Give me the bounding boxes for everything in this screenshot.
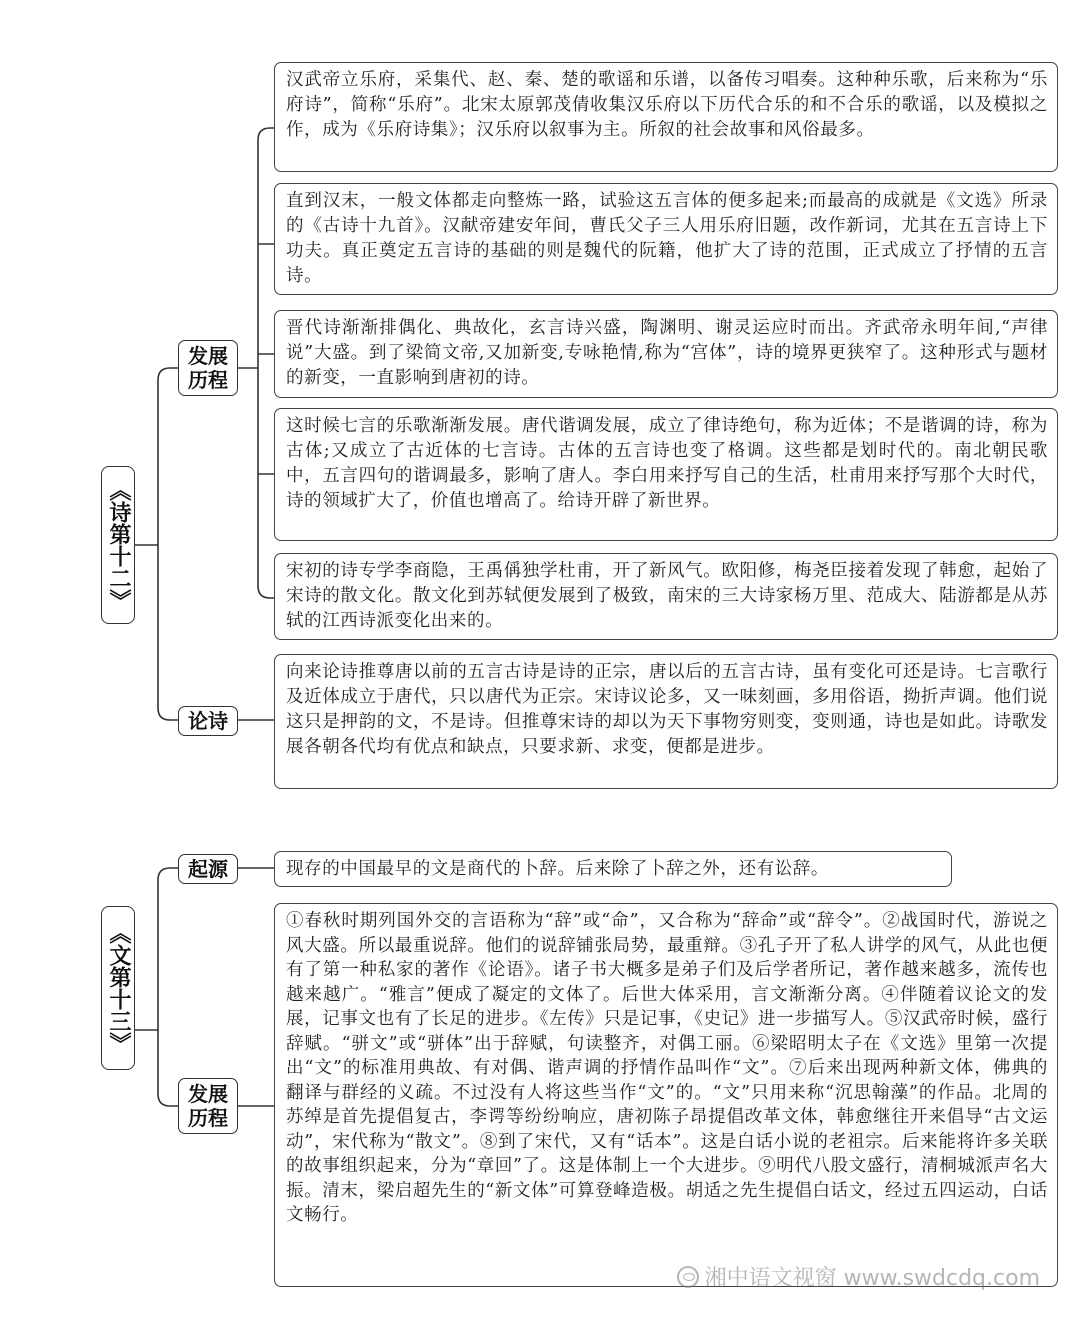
root-node-poetry bbox=[101, 466, 135, 624]
leaf-poetry-criticism bbox=[274, 654, 1058, 789]
watermark bbox=[677, 1261, 1040, 1292]
leaf-poetry-yuefu bbox=[274, 62, 1058, 172]
connector-root1-branches bbox=[158, 368, 178, 720]
leaf-text: 这时候七言的乐歌渐渐发展。唐代谐调发展，成立了律诗绝句，称为近体；不是谐调的诗，称为古体;又成立了古近体的七言诗。古体的五言诗也变了格调。这些都是划时代的。南北朝民歌中，五言四句的谐调最多，影响了唐人。李白用来抒写自己的生活，杜甫用来抒写那个大时代，诗的领域扩大了，价值也增高了。给诗开辟了新世界。 bbox=[286, 416, 1048, 511]
leaf-text: 宋初的诗专学李商隐，王禹偁独学杜甫，开了新风气。欧阳修，梅尧臣接着发现了韩愈，起始了宋诗的散文化。散文化到苏轼便发展到了极致，南宋的三大诗家杨万里、范成大、陆游都是从苏轼的江西诗派变化出来的。 bbox=[286, 561, 1048, 631]
leaf-poetry-jin-dynasty bbox=[274, 310, 1058, 398]
branch-label: 论诗 bbox=[188, 709, 228, 733]
leaf-text: ①春秋时期列国外交的言语称为“辞”或“命”，又合称为“辞命”或“辞令”。②战国时代，游说之风大盛。所以最重说辞。他们的说辞铺张局势，最重辩。③孔子开了私人讲学的风气，从此也便有了第一种私家的著作《论语》。诸子书大概多是弟子们及后学者所记，著作越来越多，流传也越来越广。“雅言”便成了凝定的文体了。后世大体采用，言文渐渐分离。④伴随着议论文的发展，记事文也有了长足的进步。《左传》只是记事，《史记》进一步描写人。⑤汉武帝时候，盛行辞赋。“骈文”或“骈体”出于辞赋，句读整齐，对偶工丽。⑥梁昭明太子在《文选》里第一次提出“文”的标准用典故、有对偶、谐声调的抒情作品叫作“文”。⑦后来出现两种新文体，佛典的翻译与群经的义疏。不过没有人将这些当作“文”的。“文”只用来称“沉思翰藻”的作品。北周的苏绰是首先提倡复古，李谔等纷纷响应，唐初陈子昂提倡改革文体，韩愈继往开来倡导“古文运动”，宋代称为“散文”。⑧到了宋代，又有“话本”。这是白话小说的老祖宗。后来能将许多关联的故事组织起来，分为“章回”了。这是体制上一个大进步。⑨明代八股文盛行，清桐城派声名大振。清末，梁启超先生的“新文体”可算登峰造极。胡适之先生提倡白话文，经过五四运动，白话文畅行。 bbox=[286, 911, 1048, 1225]
leaf-text: 向来论诗推尊唐以前的五言古诗是诗的正宗，唐以后的五言古诗，虽有变化可还是诗。七言歌行及近体成立于唐代，只以唐代为正宗。宋诗议论多，又一味刻画，多用俗语，拗折声调。他们说这只是押韵的文，不是诗。但推尊宋诗的却以为天下事物穷则变，变则通，诗也是如此。诗歌发展各朝各代均有优点和缺点，只要求新、求变，便都是进步。 bbox=[286, 662, 1048, 757]
watermark-text: 湘中语文视窗 www.swdcdq.com bbox=[704, 1266, 1040, 1291]
root-node-poetry-label: 《诗第十二》 bbox=[106, 479, 131, 611]
connector-root2-branches bbox=[158, 868, 178, 1106]
leaf-poetry-five-character bbox=[274, 183, 1058, 295]
connector-branch1-vertical bbox=[258, 128, 274, 598]
leaf-prose-origin bbox=[274, 851, 952, 887]
leaf-text: 汉武帝立乐府，采集代、赵、秦、楚的歌谣和乐谱，以备传习唱奏。这种种乐歌，后来称为“乐府诗”，简称“乐府”。北宋太原郭茂倩收集汉乐府以下历代合乐的和不合乐的歌谣，以及模拟之作，成为《乐府诗集》；汉乐府以叙事为主。所叙的社会故事和风俗最多。 bbox=[286, 70, 1048, 140]
leaf-text: 现存的中国最早的文是商代的卜辞。后来除了卜辞之外，还有讼辞。 bbox=[286, 859, 829, 879]
connector-branch1-ticks bbox=[258, 244, 274, 474]
branch-prose-development bbox=[178, 1078, 238, 1134]
root-node-prose-label: 《文第十三》 bbox=[106, 922, 131, 1054]
wechat-icon bbox=[677, 1266, 699, 1288]
leaf-prose-development bbox=[274, 903, 1058, 1287]
leaf-text: 晋代诗渐渐排偶化、典故化，玄言诗兴盛，陶渊明、谢灵运应时而出。齐武帝永明年间,“声律说”大盛。到了梁简文帝,又加新变,专咏艳情,称为“宫体”，诗的境界更狭窄了。这种形式与题材的新变，一直影响到唐初的诗。 bbox=[286, 318, 1048, 388]
leaf-poetry-song-dynasty bbox=[274, 553, 1058, 640]
branch-label: 起源 bbox=[188, 857, 228, 881]
leaf-text: 直到汉末，一般文体都走向整炼一路，试验这五言体的便多起来;而最高的成就是《文选》所录的《古诗十九首》。汉献帝建安年间，曹氏父子三人用乐府旧题，改作新词，尤其在五言诗上下功夫。真正奠定五言诗的基础的则是魏代的阮籍，他扩大了诗的范围，正式成立了抒情的五言诗。 bbox=[286, 191, 1048, 286]
branch-label: 发展历程 bbox=[188, 1082, 228, 1130]
branch-label: 发展历程 bbox=[188, 344, 228, 392]
branch-poetry-development bbox=[178, 340, 238, 396]
root-node-prose bbox=[101, 906, 135, 1070]
leaf-poetry-tang-dynasty bbox=[274, 408, 1058, 541]
branch-poetry-criticism bbox=[178, 706, 238, 736]
branch-prose-origin bbox=[178, 854, 238, 884]
